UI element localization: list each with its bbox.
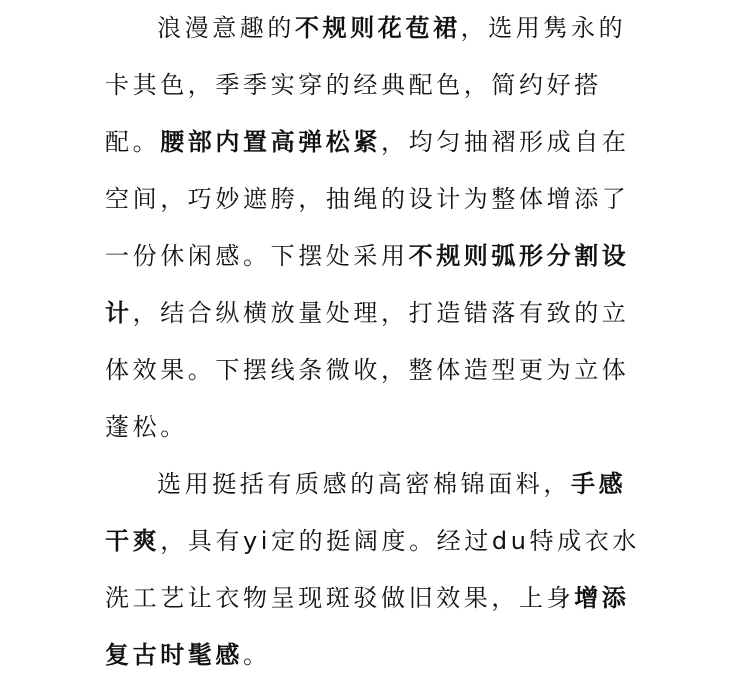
text-run: 体效果。下摆线条微收，整体造型更为立体 [105, 356, 630, 384]
bold-text-run: 增添 [574, 584, 630, 612]
text-line [105, 65, 602, 105]
text-run: 卡其色，季季实穿的经典配色，简约好搭 [105, 71, 602, 99]
text-run: 。 [243, 641, 271, 669]
text-run: 空间，巧妙遮胯，抽绳的设计为整体增添了 [105, 185, 630, 213]
text-line [105, 578, 629, 618]
text-line [105, 407, 188, 447]
text-line [157, 8, 626, 48]
text-line [157, 464, 626, 504]
text-run: ，选用隽永的 [460, 14, 627, 42]
text-line [105, 293, 629, 333]
bold-text-run: 不规则弧形分割设 [408, 242, 630, 270]
text-line [105, 122, 629, 162]
bold-text-run: 计 [105, 299, 133, 327]
text-run: ，具有yi定的挺阔度。经过du特成衣水 [160, 527, 640, 555]
text-line [105, 350, 629, 390]
bold-text-run: 复古时髦感 [105, 641, 243, 669]
bold-text-run: 手感 [571, 470, 627, 498]
text-run: ，均匀抽褶形成自在 [381, 128, 630, 156]
text-run: 选用挺括有质感的高密棉锦面料， [157, 470, 571, 498]
bold-text-run: 不规则花苞裙 [295, 14, 461, 42]
text-run: 浪漫意趣的 [157, 14, 295, 42]
text-line [105, 521, 640, 561]
text-line [105, 635, 271, 675]
text-line [105, 236, 629, 276]
bold-text-run: 干爽 [105, 527, 161, 555]
text-run: 一份休闲感。下摆处采用 [105, 242, 409, 270]
bold-text-run: 腰部内置高弹松紧 [160, 128, 382, 156]
text-run: 蓬松。 [105, 413, 188, 441]
text-line [105, 179, 629, 219]
text-run: 洗工艺让衣物呈现斑驳做旧效果，上身 [105, 584, 575, 612]
text-run: 配。 [105, 128, 161, 156]
text-run: ，结合纵横放量处理，打造错落有致的立 [132, 299, 630, 327]
